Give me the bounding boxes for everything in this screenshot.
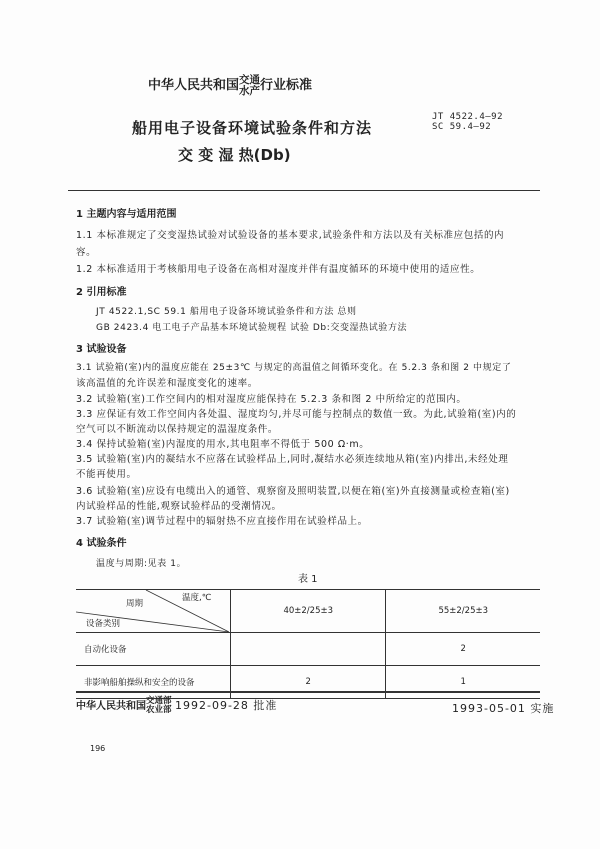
table-row xyxy=(76,666,540,699)
table-row xyxy=(76,633,540,666)
org-suffix: 行业标准 xyxy=(260,78,313,93)
footer-org-prefix: 中华人民共和国 xyxy=(76,701,146,712)
standard-org-header xyxy=(148,74,312,97)
standard-codes xyxy=(432,112,503,132)
para-1-1: 1.1 本标准规定了交变湿热试验对试验设备的基本要求,试验条件和方法以及有关标准应包括的内 xyxy=(76,230,505,241)
corner-label-temperature: 温度,℃ xyxy=(182,593,212,603)
ref-standard-1: JT 4522.1,SC 59.1 船用电子设备环境试验条件和方法 总则 xyxy=(96,307,357,317)
corner-label-category: 设备类别 xyxy=(86,619,121,629)
table-cell: 2 xyxy=(386,633,540,666)
para-1-1-cont: 容。 xyxy=(76,247,97,258)
corner-label-period: 周期 xyxy=(126,599,144,609)
footer-org-stack xyxy=(146,697,172,715)
table-cell: 2 xyxy=(231,666,386,699)
para-3-7: 3.7 试验箱(室)调节过程中的辐射热不应直接作用在试验样品上。 xyxy=(76,516,368,527)
para-3-6-cont: 内试验样品的性能,观察试验样品的受潮情况。 xyxy=(76,501,282,512)
effective-date: 1993-05-01 实施 xyxy=(452,702,555,715)
column-header: 40±2/25±3 xyxy=(231,590,386,633)
para-3-5: 3.5 试验箱(室)内的凝结水不应落在试验样品上,同时,凝结水必须连续地从箱(室)内排出,未经处理 xyxy=(76,454,509,465)
footer-approval xyxy=(76,697,277,715)
org-stack-top: 交通 xyxy=(239,73,261,86)
row-label: 非影响船舶操纵和安全的设备 xyxy=(76,666,231,699)
para-3-1: 3.1 试验箱(室)内的温度应能在 25±3℃ 与规定的高温值之间循环变化。在 5.2.3 条和图 2 中规定了 xyxy=(76,363,512,373)
table-cell: 1 xyxy=(386,666,540,699)
section-1-heading: 1 主题内容与适用范围 xyxy=(76,209,177,220)
document-subtitle: 交 变 湿 热(Db) xyxy=(178,146,291,164)
section-2-heading: 2 引用标准 xyxy=(76,287,127,298)
para-3-4: 3.4 保持试验箱(室)内湿度的用水,其电阻率不得低于 500 Ω·m。 xyxy=(76,439,370,450)
ref-standard-2: GB 2423.4 电工电子产品基本环境试验规程 试验 Db:交变湿热试验方法 xyxy=(96,323,408,333)
para-3-2: 3.2 试验箱(室)工作空间内的相对湿度应能保持在 5.2.3 条和图 2 中所给定的范围内。 xyxy=(76,394,467,405)
org-stack-bottom: 水产 xyxy=(239,84,261,97)
table-header-row xyxy=(76,590,540,633)
row-label: 自动化设备 xyxy=(76,633,231,666)
column-header: 55±2/25±3 xyxy=(386,590,540,633)
table-cell xyxy=(231,633,386,666)
section-3-heading: 3 试验设备 xyxy=(76,344,127,355)
para-3-1-cont: 该高温值的允许误差和湿度变化的速率。 xyxy=(76,378,258,389)
table-corner-cell xyxy=(76,590,231,633)
page-number: 196 xyxy=(90,744,106,753)
footer-org-top: 交通部 xyxy=(146,696,172,706)
code-sc: SC 59.4—92 xyxy=(432,122,492,132)
test-conditions-table xyxy=(76,589,540,699)
approval-date: 1992-09-28 批准 xyxy=(175,699,278,712)
para-4-intro: 温度与周期:见表 1。 xyxy=(96,559,187,569)
code-jt: JT 4522.4—92 xyxy=(432,112,504,122)
para-3-3-cont: 空气可以不断流动以保持规定的温湿度条件。 xyxy=(76,424,279,435)
table-caption: 表 1 xyxy=(298,574,318,585)
para-3-3: 3.3 应保证有效工作空间内各处温、湿度均匀,并尽可能与控制点的数值一致。为此,试验箱(室)内的 xyxy=(76,409,517,420)
para-3-5-cont: 不能再使用。 xyxy=(76,469,137,480)
footer-rule xyxy=(76,691,540,693)
org-stack xyxy=(239,75,260,97)
para-1-2: 1.2 本标准适用于考核船用电子设备在高相对湿度并伴有温度循环的环境中使用的适应性。 xyxy=(76,264,481,275)
document-title: 船用电子设备环境试验条件和方法 xyxy=(132,119,373,137)
top-rule xyxy=(68,190,540,191)
section-4-heading: 4 试验条件 xyxy=(76,538,127,549)
footer-org-bottom: 农业部 xyxy=(146,705,172,715)
org-prefix: 中华人民共和国 xyxy=(148,78,240,93)
para-3-6: 3.6 试验箱(室)应设有电缆出入的通管、观察窗及照明装置,以便在箱(室)外直接测量或检查箱(室) xyxy=(76,486,510,497)
